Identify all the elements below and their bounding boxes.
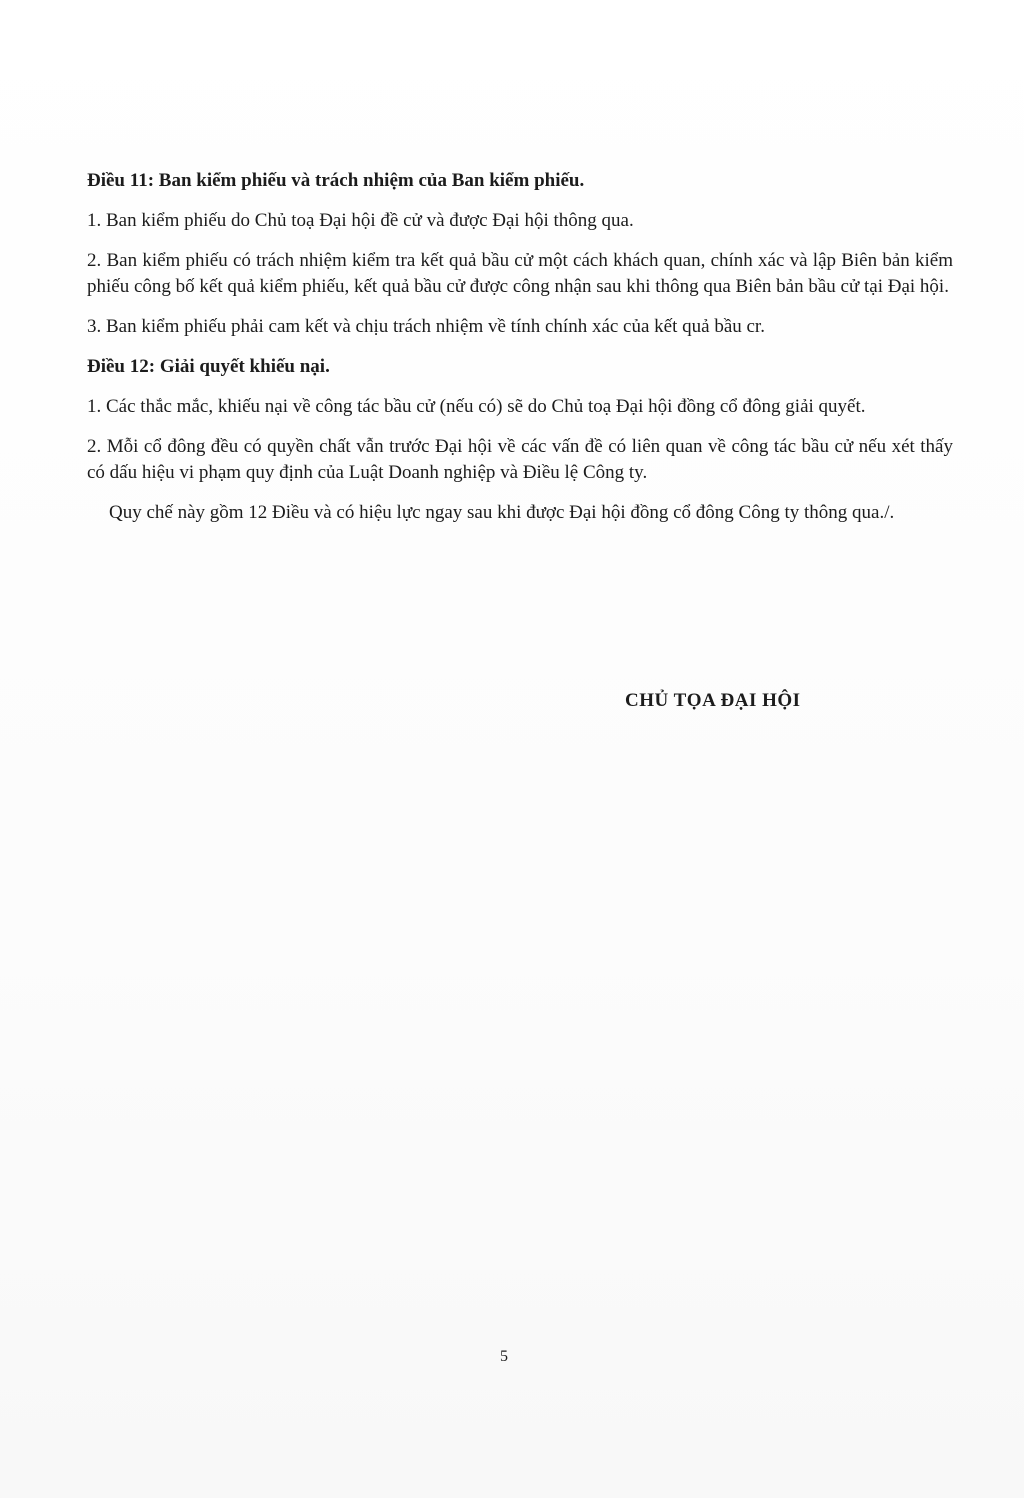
document-body	[87, 168, 953, 540]
article-11-item-1: 1. Ban kiểm phiếu do Chủ toạ Đại hội đề cử và được Đại hội thông qua.	[87, 210, 634, 231]
closing-paragraph: Quy chế này gồm 12 Điều và có hiệu lực ngay sau khi được Đại hội đồng cổ đông Công ty thông qua./.	[109, 502, 895, 523]
page-number: 5	[500, 1348, 508, 1365]
article-12-item-1: 1. Các thắc mắc, khiếu nại về công tác bầu cử (nếu có) sẽ do Chủ toạ Đại hội đồng cổ đông giải quyết.	[87, 396, 866, 417]
article-11-item-3: 3. Ban kiểm phiếu phải cam kết và chịu trách nhiệm về tính chính xác của kết quả bầu cr.	[87, 316, 765, 337]
signature-title: CHỦ TỌA ĐẠI HỘI	[625, 690, 801, 711]
article-12-item-2: 2. Mỗi cổ đông đều có quyền chất vẫn trước Đại hội về các vấn đề có liên quan về công tác bầu cử nếu xét thấy có dấu hiệu vi phạm quy định của Luật Doanh nghiệp và Điều lệ Công ty.	[87, 436, 953, 483]
article-11-item-2: 2. Ban kiểm phiếu có trách nhiệm kiểm tra kết quả bầu cử một cách khách quan, chính xác và lập Biên bản kiểm phiếu công bố kết quả kiểm phiếu, kết quả bầu cử được công nhận sau khi thông qua Biên bản bầu cử tại Đại hội.	[87, 250, 953, 297]
article-11-heading: Điều 11: Ban kiểm phiếu và trách nhiệm của Ban kiểm phiếu.	[87, 170, 585, 191]
article-12-heading: Điều 12: Giải quyết khiếu nại.	[87, 356, 330, 377]
